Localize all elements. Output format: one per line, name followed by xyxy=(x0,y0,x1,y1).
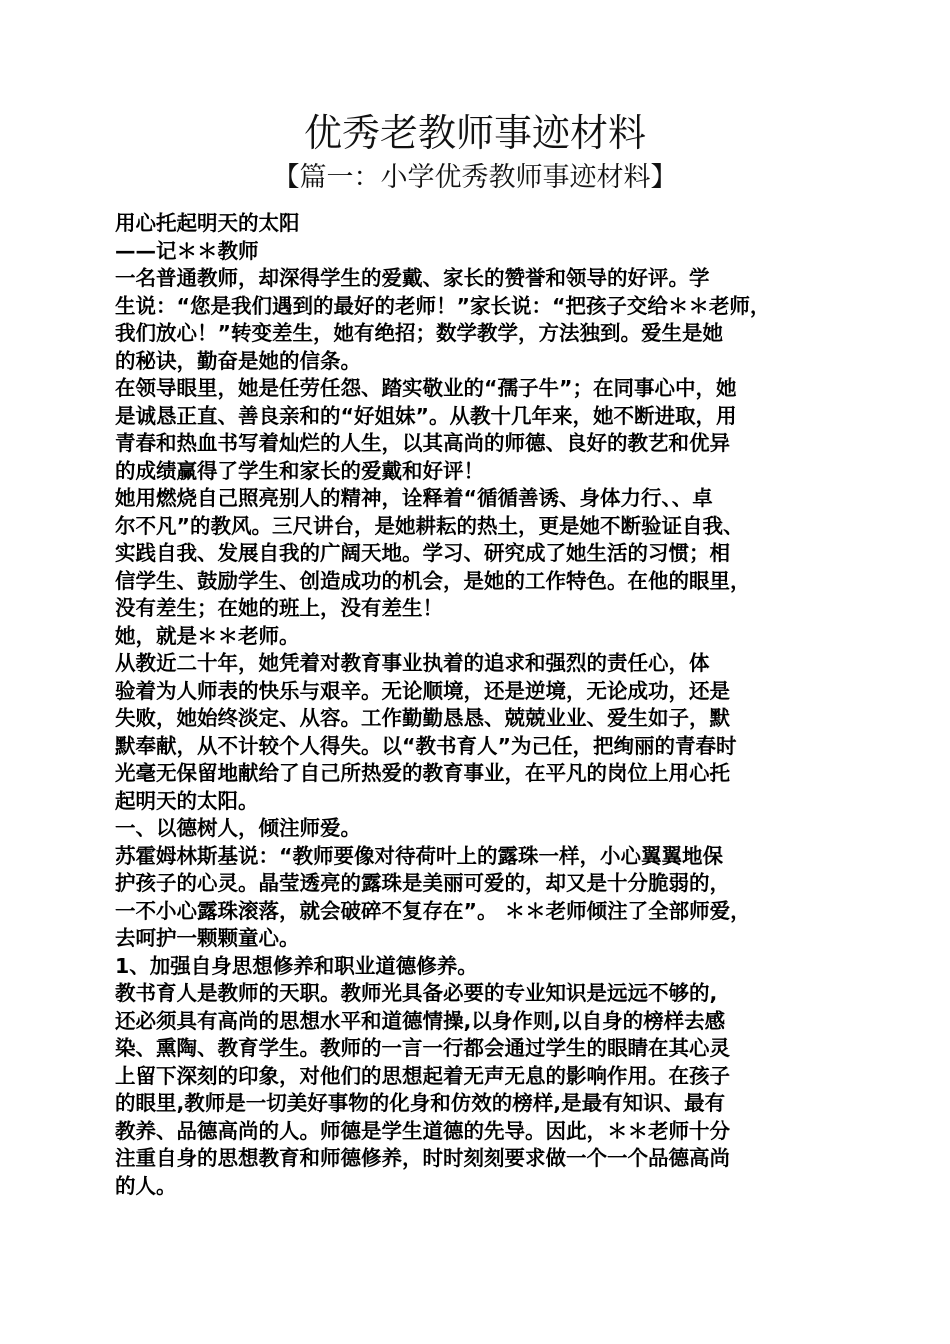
body-text-line: 一、以德树人，倾注师爱。 xyxy=(115,816,361,840)
body-text-line: ——记＊＊教师 xyxy=(115,238,259,263)
body-text-line: 尔不凡”的教风。三尺讲台，是她耕耘的热土，更是她不断验证自我、 xyxy=(115,513,744,538)
body-text-line: 我们放心！”转变差生，她有绝招；数学教学，方法独到。爱生是她 xyxy=(115,321,723,345)
body-text-line: 验着为人师表的快乐与艰辛。无论顺境，还是逆境，无论成功，还是 xyxy=(115,678,730,703)
body-text-line: 用心托起明天的太阳 xyxy=(115,211,300,235)
body-text-line: 从教近二十年，她凭着对教育事业执着的追求和强烈的责任心，体 xyxy=(115,651,710,675)
body-text-line: 青春和热血书写着灿烂的人生，以其高尚的师德、良好的教艺和优异 xyxy=(115,431,730,455)
body-text-line: 一名普通教师，却深得学生的爱戴、家长的赞誉和领导的好评。学 xyxy=(115,266,710,290)
body-text-line: 教养、品德高尚的人。师德是学生道德的先导。因此，＊＊老师十分 xyxy=(115,1118,730,1143)
body-text-line: 苏霍姆林斯基说：“教师要像对待荷叶上的露珠一样，小心翼翼地保 xyxy=(115,843,723,868)
body-text-line: 一不小心露珠滚落，就会破碎不复存在”。 ＊＊老师倾注了全部师爱， xyxy=(115,898,751,923)
body-text-line: 没有差生；在她的班上，没有差生！ xyxy=(115,596,443,620)
body-text-line: 实践自我、发展自我的广阔天地。学习、研究成了她生活的习惯；相 xyxy=(115,541,730,565)
body-text-line: 1、加强自身思想修养和职业道德修养。 xyxy=(115,953,478,978)
body-text-line: 上留下深刻的印象，对他们的思想起着无声无息的影响作用。在孩子 xyxy=(115,1063,730,1088)
body-text-line: 光毫无保留地献给了自己所热爱的教育事业，在平凡的岗位上用心托 xyxy=(115,761,730,785)
body-text-line: 还必须具有高尚的思想水平和道德情操,以身作则,以自身的榜样去感 xyxy=(115,1008,726,1033)
body-text-line: 教书育人是教师的天职。教师光具备必要的专业知识是远远不够的, xyxy=(115,981,718,1005)
body-text-line: 默奉献，从不计较个人得失。以“教书育人”为己任，把绚丽的青春时 xyxy=(115,733,737,758)
body-text-line: 去呵护一颗颗童心。 xyxy=(115,926,300,950)
body-text-line: 注重自身的思想教育和师德修养，时时刻刻要求做一个一个品德高尚 xyxy=(115,1146,730,1170)
body-text-line: 的眼里,教师是一切美好事物的化身和仿效的榜样,是最有知识、最有 xyxy=(115,1091,726,1115)
body-text-line: 在领导眼里，她是任劳任怨、踏实敬业的“孺子牛”；在同事心中，她 xyxy=(115,376,737,400)
body-text-line: 染、熏陶、教育学生。教师的一言一行都会通过学生的眼睛在其心灵 xyxy=(115,1036,730,1060)
body-text-line: 的成绩赢得了学生和家长的爱戴和好评！ xyxy=(115,458,484,483)
document-subtitle: 【篇一：小学优秀教师事迹材料】 xyxy=(272,162,678,193)
body-text-line: 她用燃烧自己照亮别人的精神，诠释着“循循善诱、身体力行、、卓 xyxy=(115,486,713,510)
body-text-line: 生说：“您是我们遇到的最好的老师！”家长说：“把孩子交给＊＊老师， xyxy=(115,293,771,318)
document-title: 优秀老教师事迹材料 xyxy=(303,111,646,155)
body-text-line: 她，就是＊＊老师。 xyxy=(115,623,300,648)
body-text-line: 起明天的太阳。 xyxy=(115,788,259,813)
body-text-line: 是诚恳正直、善良亲和的“好姐妹”。从教十几年来，她不断进取，用 xyxy=(115,403,737,428)
body-text-line: 失败，她始终淡定、从容。工作勤勤恳恳、兢兢业业、爱生如子，默 xyxy=(115,706,730,730)
document-body xyxy=(115,210,840,1200)
body-text-line: 的秘诀，勤奋是她的信条。 xyxy=(115,348,361,373)
body-text-line: 护孩子的心灵。晶莹透亮的露珠是美丽可爱的，却又是十分脆弱的， xyxy=(115,871,730,895)
body-text-line: 的人。 xyxy=(115,1173,177,1198)
body-text-line: 信学生、鼓励学生、创造成功的机会，是她的工作特色。在他的眼里， xyxy=(115,568,751,593)
